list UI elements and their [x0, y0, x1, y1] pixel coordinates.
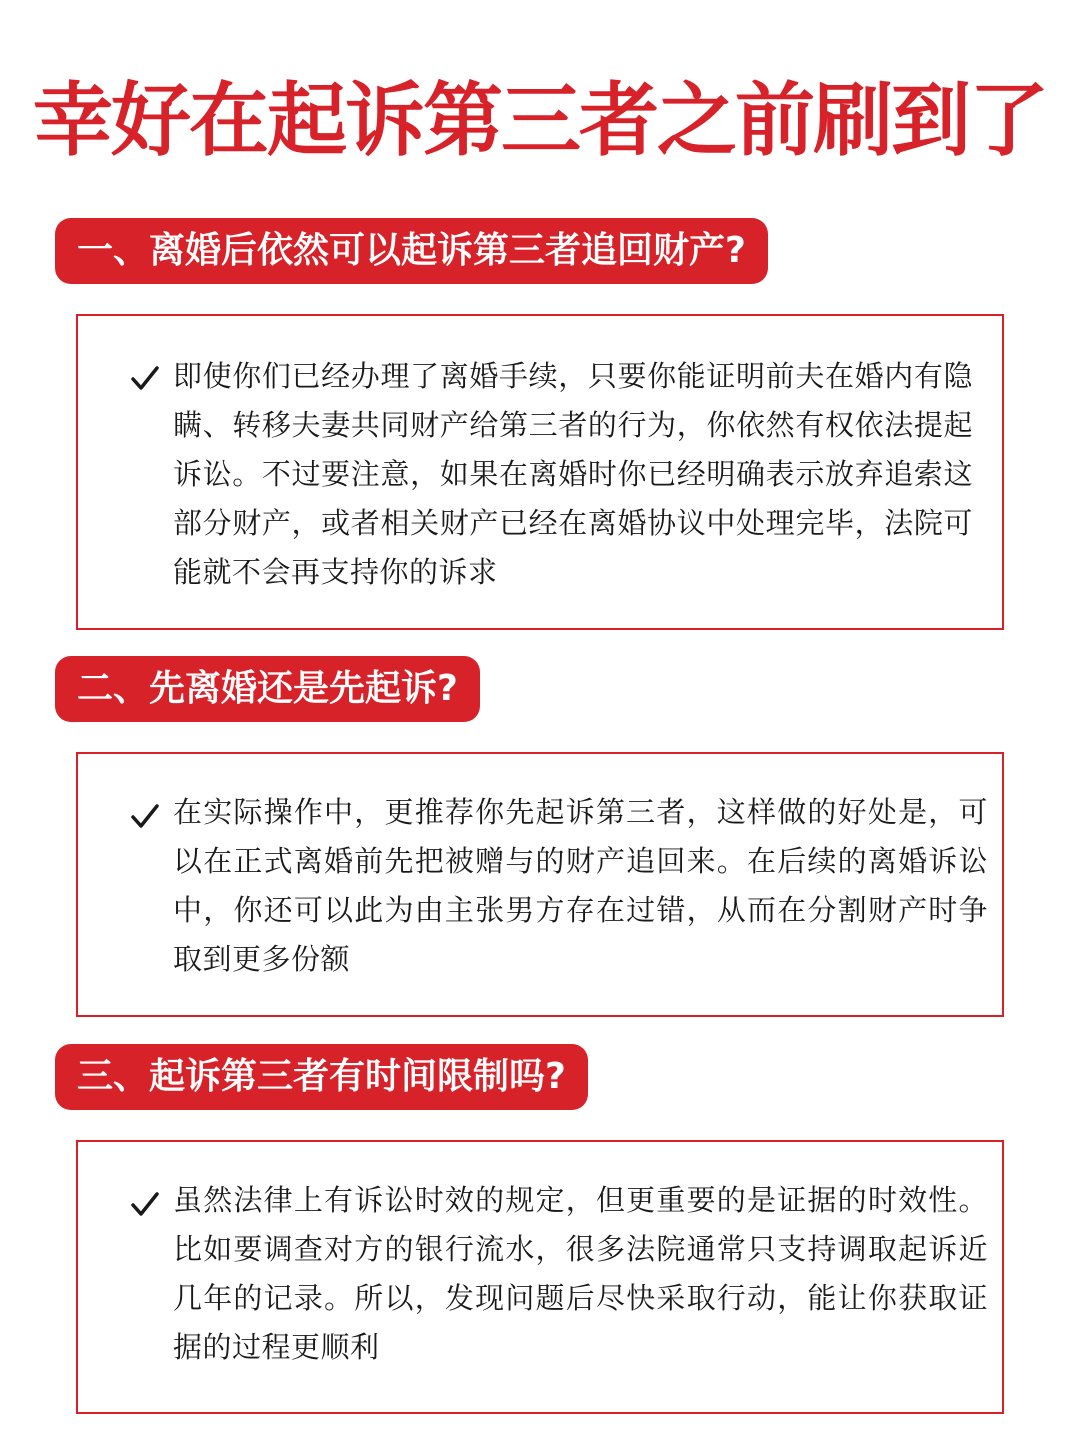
section-body-2: 在实际操作中，更推荐你先起诉第三者，这样做的好处是，可以在正式离婚前先把被赠与的财产追回来。在后续的离婚诉讼中，你还可以此为由主张男方存在过错，从而在分割财产时争取到更多份额 [173, 795, 988, 976]
check-icon [130, 364, 160, 394]
check-icon [130, 802, 160, 832]
section-content-box-1 [76, 314, 1004, 630]
section-heading-1: 一、离婚后依然可以起诉第三者追回财产? [55, 218, 768, 284]
section-heading-2: 二、先离婚还是先起诉? [55, 656, 480, 722]
section-heading-3: 三、起诉第三者有时间限制吗? [55, 1044, 588, 1110]
page-title: 幸好在起诉第三者之前刷到了 [33, 73, 1047, 167]
section-body-1: 即使你们已经办理了离婚手续，只要你能证明前夫在婚内有隐瞒、转移夫妻共同财产给第三者的行为，你依然有权依法提起诉讼。不过要注意，如果在离婚时你已经明确表示放弃追索这部分财产，或者相关财产已经在离婚协议中处理完毕，法院可能就不会再支持你的诉求 [173, 359, 973, 589]
check-icon [130, 1190, 160, 1220]
section-body-3: 虽然法律上有诉讼时效的规定，但更重要的是证据的时效性。比如要调查对方的银行流水，很多法院通常只支持调取起诉近几年的记录。所以，发现问题后尽快采取行动，能让你获取证据的过程更顺利 [173, 1183, 988, 1364]
section-content-box-2 [76, 752, 1004, 1017]
section-content-box-3 [76, 1140, 1004, 1414]
